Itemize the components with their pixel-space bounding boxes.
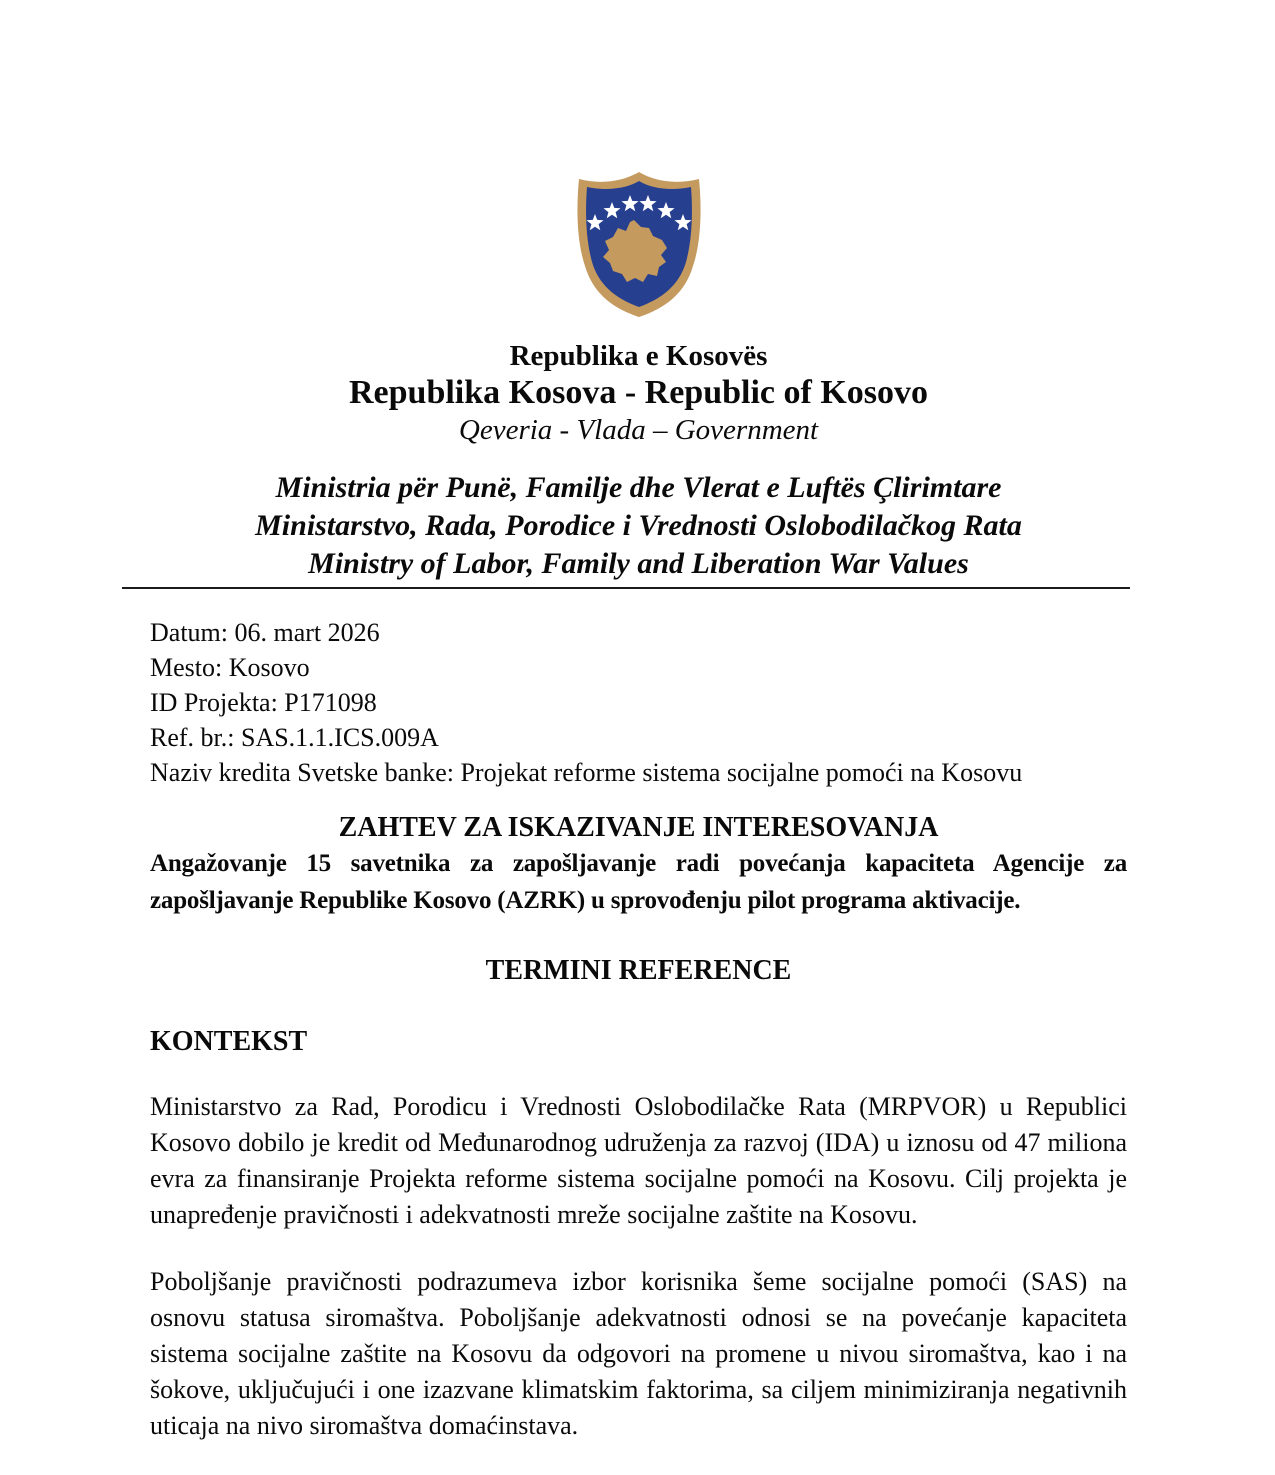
kosovo-coat-of-arms-icon: [574, 170, 704, 318]
meta-reference-number: Ref. br.: SAS.1.1.ICS.009A: [150, 723, 439, 752]
government-header: [150, 339, 1127, 447]
ministry-header: [150, 469, 1127, 583]
document-meta: [150, 615, 1127, 790]
context-paragraph-1: Ministarstvo za Rad, Porodicu i Vrednosti Oslobodilačke Rata (MRPVOR) u Republici Kosovo dobilo je kredit od Međunarodnog udruženja za razvoj (IDA) u iznosu od 47 miliona evra za finansiranje Projekta reforme sistema socijalne pomoći na Kosovu. Cilj projekta je unapređenje pravičnosti i adekvatnosti mreže socijalne zaštite na Kosovu.: [150, 1092, 1127, 1229]
context-heading: KONTEKST: [150, 1026, 308, 1057]
header-government: Qeveria - Vlada – Government: [458, 414, 819, 446]
ministry-name-serbian: Ministarstvo, Rada, Porodice i Vrednosti Oslobodilačkog Rata: [255, 509, 1022, 542]
header-divider: [122, 587, 1130, 589]
header-republic-of-kosovo: Republika Kosova - Republic of Kosovo: [348, 374, 929, 411]
meta-place: Mesto: Kosovo: [150, 653, 310, 682]
meta-credit-name: Naziv kredita Svetske banke: Projekat reforme sistema socijalne pomoći na Kosovu: [150, 758, 1023, 787]
ministry-name-albanian: Ministria për Punë, Familje dhe Vlerat e Luftës Çlirimtare: [275, 471, 1002, 504]
ministry-name-english: Ministry of Labor, Family and Liberation War Values: [308, 547, 969, 580]
section-title-terms-of-reference: TERMINI REFERENCE: [485, 955, 792, 986]
meta-project-id: ID Projekta: P171098: [150, 688, 377, 717]
request-title: ZAHTEV ZA ISKAZIVANJE INTERESOVANJA: [338, 812, 939, 843]
request-subtitle: Angažovanje 15 savetnika za zapošljavanje radi povećanja kapaciteta Agencije za zapošljavanje Republike Kosovo (AZRK) u sprovođenju pilot programa aktivacije.: [150, 850, 1127, 914]
header-republika-e-kosoves: Republika e Kosovës: [509, 340, 768, 372]
emblem-container: [150, 0, 1127, 323]
meta-date: Datum: 06. mart 2026: [150, 618, 380, 647]
context-paragraph-2: Poboljšanje pravičnosti podrazumeva izbor korisnika šeme socijalne pomoći (SAS) na osnovu statusa siromaštva. Poboljšanje adekvatnosti odnosi se na povećanje kapaciteta sistema socijalne zaštite na Kosovu da odgovori na promene u nivou siromaštva, kao i na šokove, uključujući i one izazvane klimatskim faktorima, sa ciljem minimiziranja negativnih uticaja na nivo siromaštva domaćinstava.: [150, 1267, 1127, 1440]
